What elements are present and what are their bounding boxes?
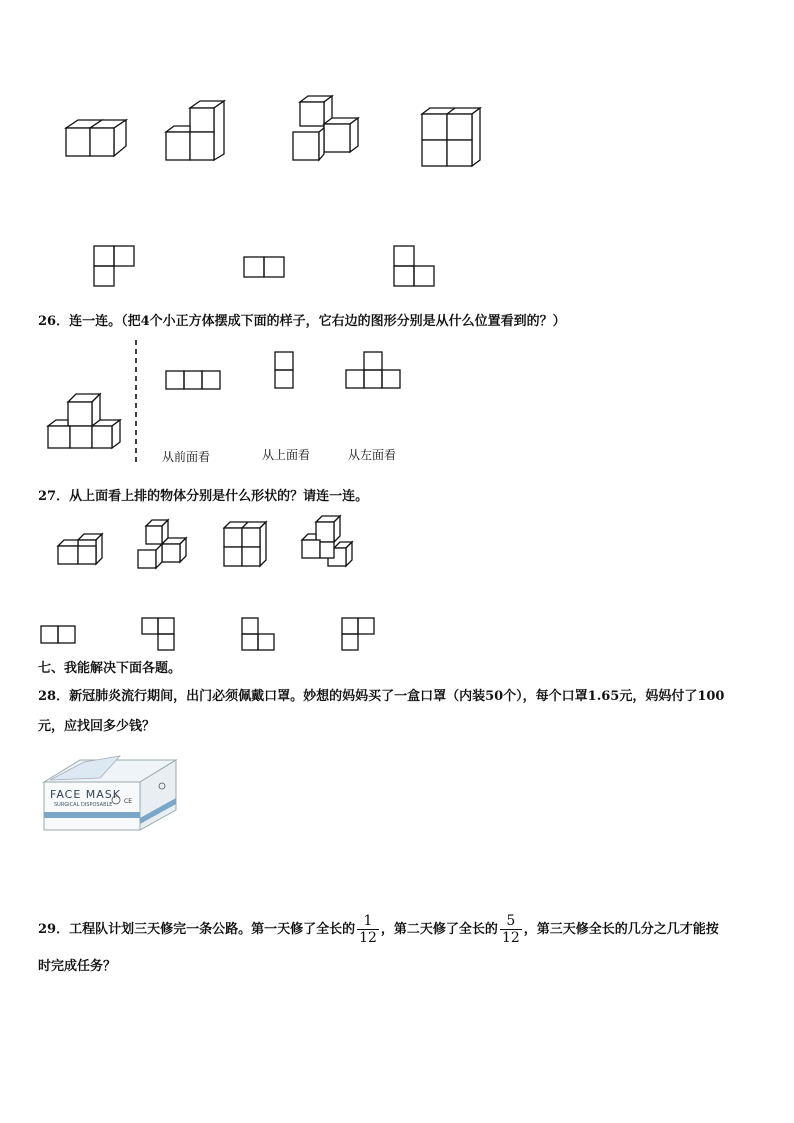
q26-view-t-shape (344, 350, 404, 392)
top-view-shape-1 (92, 244, 138, 288)
q29-line2: 时完成任务？ (38, 959, 117, 974)
top-cube-figure-4 (418, 104, 488, 168)
q28-line2: 元，应找回多少钱？ (38, 719, 156, 734)
q29-line1 (38, 910, 719, 950)
q27-cube-figure-4 (298, 514, 358, 572)
mask-box-ce-mark: CE (124, 798, 132, 805)
q26-text: 26．连一连。（把4个小正方体摆成下面的样子，它右边的图形分别是从什么位置看到的？） (38, 314, 566, 329)
top-view-shape-2 (242, 255, 288, 279)
q29-part3: ，第三天修全长的几分之几才能按 (523, 922, 719, 937)
q26-caption-left: 从左面看 (348, 448, 397, 462)
q29-part1: 29．工程队计划三天修完一条公路。第一天修了全长的 (38, 922, 356, 937)
face-mask-box-image (40, 752, 180, 838)
q29-fraction-2-denominator: 12 (501, 930, 520, 946)
q26-caption-front: 从前面看 (162, 450, 211, 464)
q29-fraction-1-numerator: 1 (363, 913, 373, 929)
q26-view-three-in-row (164, 368, 224, 392)
q27-view-shape-1 (40, 624, 80, 646)
q29-part2: ，第二天修了全长的 (380, 922, 498, 937)
q27-cube-figure-3 (220, 520, 270, 570)
q29-fraction-2 (500, 913, 522, 946)
section7-title: 七、我能解决下面各题。 (38, 661, 182, 676)
q27-view-shape-4 (340, 616, 380, 654)
q28-line1: 28．新冠肺炎流行期间，出门必须佩戴口罩。妙想的妈妈买了一盒口罩（内装50个），每个口罩1.65元，妈妈付了100 (38, 689, 725, 704)
top-cube-figure-2 (162, 98, 232, 162)
q29-fraction-1-denominator: 12 (359, 930, 377, 946)
q29-fraction-1 (357, 913, 379, 946)
mask-box-label: FACE MASK (50, 788, 121, 801)
q27-view-shape-2 (140, 616, 180, 654)
top-view-shape-3 (392, 244, 438, 288)
mask-box-sublabel: SURGICAL DISPOSABLE (54, 802, 113, 808)
top-cube-figure-3 (290, 94, 366, 164)
q26-cube-figure (44, 384, 124, 450)
top-cube-figure-1 (60, 110, 130, 160)
q26-dashed-divider (133, 340, 139, 464)
q27-cube-figure-2 (134, 518, 190, 572)
q27-text: 27．从上面看上排的物体分别是什么形状的？请连一连。 (38, 489, 369, 504)
q26-caption-top: 从上面看 (262, 448, 311, 462)
q29-fraction-2-numerator: 5 (506, 913, 516, 929)
q27-view-shape-3 (240, 616, 280, 654)
q27-cube-figure-1 (54, 530, 106, 570)
q26-view-two-stacked (273, 350, 297, 392)
